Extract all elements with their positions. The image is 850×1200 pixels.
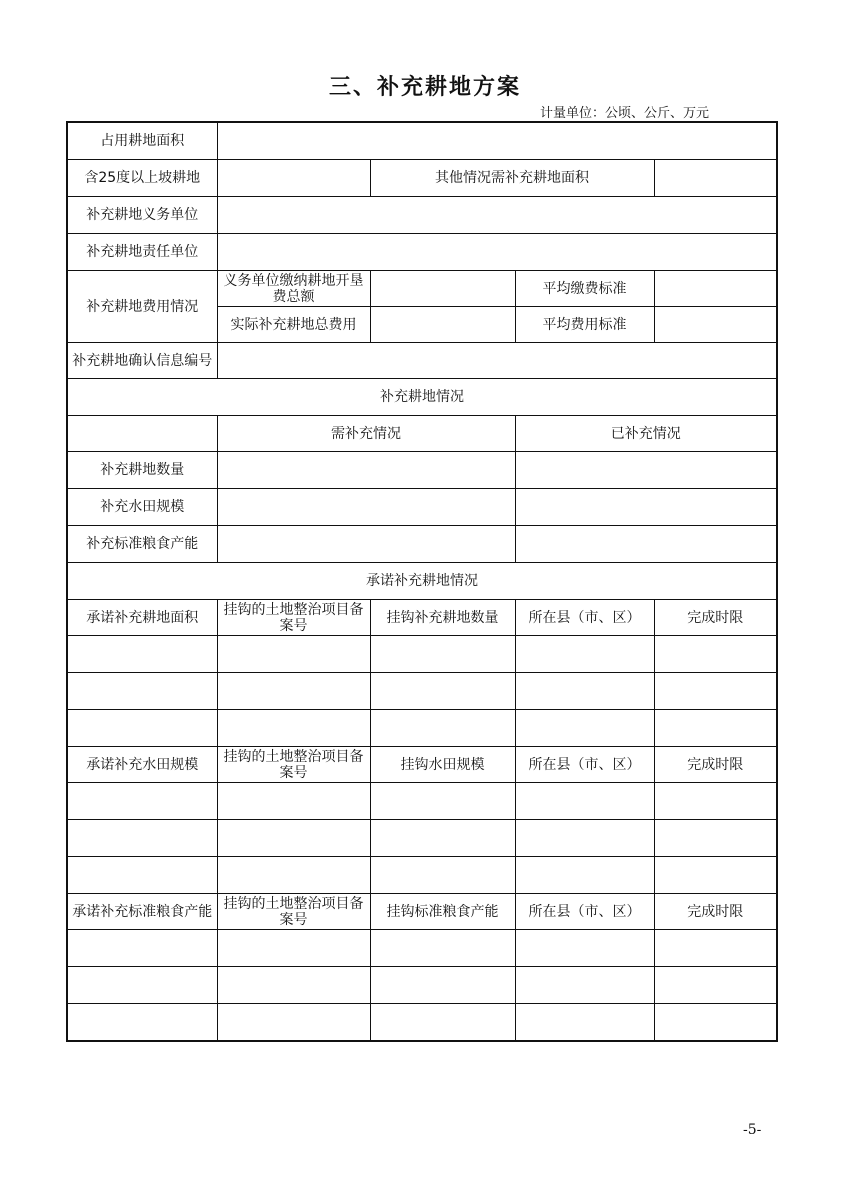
field-actual-total-cost[interactable] [370,307,515,343]
col-header: 挂钩标准粮食产能 [370,894,515,930]
cell[interactable] [654,857,777,894]
cell[interactable] [217,710,370,747]
label-avg-cost-standard: 平均费用标准 [515,307,654,343]
cell[interactable] [515,710,654,747]
col-header: 挂钩水田规模 [370,747,515,783]
table-row [67,160,777,197]
commitment-header-row [67,600,777,636]
cell[interactable] [67,636,217,673]
label-slope25: 含25度以上坡耕地 [67,160,217,197]
page-number: -5- [743,1122,762,1138]
cell[interactable] [217,673,370,710]
cell[interactable] [370,710,515,747]
section-header-row [67,563,777,600]
cell[interactable] [67,967,217,1004]
cell[interactable] [370,820,515,857]
col-header-done: 已补充情况 [515,416,777,452]
table-row [67,1004,777,1042]
cell[interactable] [217,820,370,857]
table-row [67,122,777,160]
cell[interactable] [515,783,654,820]
col-header: 承诺补充水田规模 [67,747,217,783]
label-actual-total-cost: 实际补充耕地总费用 [217,307,370,343]
field-quantity-need[interactable] [217,452,515,489]
section-title-commitment: 承诺补充耕地情况 [67,563,777,600]
cell[interactable] [67,820,217,857]
col-header: 所在县（市、区） [515,894,654,930]
section-title-supplement: 补充耕地情况 [67,379,777,416]
field-other-area[interactable] [654,160,777,197]
commitment-header-row [67,747,777,783]
table-row [67,271,777,307]
unit-label: 计量单位：公顷、公斤、万元 [540,106,710,121]
section-header-row [67,379,777,416]
cell[interactable] [654,967,777,1004]
cell[interactable] [217,1004,370,1042]
label-responsible-unit: 补充耕地责任单位 [67,234,217,271]
col-header: 所在县（市、区） [515,747,654,783]
table-row [67,234,777,271]
field-paddy-need[interactable] [217,489,515,526]
field-quantity-done[interactable] [515,452,777,489]
field-fee-total[interactable] [370,271,515,307]
table-row [67,783,777,820]
row-label-quantity: 补充耕地数量 [67,452,217,489]
table-row [67,857,777,894]
page-title: 三、补充耕地方案 [328,75,521,100]
cell[interactable] [515,673,654,710]
cell[interactable] [515,1004,654,1042]
cell[interactable] [515,930,654,967]
col-header: 完成时限 [654,600,777,636]
col-header: 挂钩的土地整治项目备案号 [217,600,370,636]
cell[interactable] [67,710,217,747]
table-row [67,820,777,857]
label-cost-situation: 补充耕地费用情况 [67,271,217,343]
commitment-header-row [67,894,777,930]
cell[interactable] [515,820,654,857]
field-confirm-info-no[interactable] [217,343,777,379]
cell[interactable] [370,673,515,710]
table-row [67,710,777,747]
col-header: 挂钩的土地整治项目备案号 [217,894,370,930]
col-header: 承诺补充标准粮食产能 [67,894,217,930]
cell[interactable] [217,930,370,967]
field-grain-need[interactable] [217,526,515,563]
cell[interactable] [217,967,370,1004]
field-grain-done[interactable] [515,526,777,563]
table-row [67,197,777,234]
cell[interactable] [370,967,515,1004]
label-other-area: 其他情况需补充耕地面积 [370,160,654,197]
cell[interactable] [515,636,654,673]
cell[interactable] [67,673,217,710]
label-obligation-unit: 补充耕地义务单位 [67,197,217,234]
label-fee-total: 义务单位缴纳耕地开垦费总额 [217,271,370,307]
cell[interactable] [515,967,654,1004]
cell[interactable] [654,783,777,820]
cell[interactable] [515,857,654,894]
col-header-need: 需补充情况 [217,416,515,452]
row-label-grain: 补充标准粮食产能 [67,526,217,563]
cell[interactable] [370,857,515,894]
field-occupied-area[interactable] [217,122,777,160]
table-row [67,489,777,526]
label-confirm-info-no: 补充耕地确认信息编号 [67,343,217,379]
label-occupied-area: 占用耕地面积 [67,122,217,160]
col-header: 挂钩的土地整治项目备案号 [217,747,370,783]
table-row [67,967,777,1004]
cell[interactable] [654,710,777,747]
table-row [67,416,777,452]
cell[interactable] [654,930,777,967]
cell[interactable] [67,1004,217,1042]
cell[interactable] [654,820,777,857]
cell[interactable] [370,1004,515,1042]
col-header: 完成时限 [654,747,777,783]
col-header: 挂钩补充耕地数量 [370,600,515,636]
field-responsible-unit[interactable] [217,234,777,271]
field-avg-cost-standard[interactable] [654,307,777,343]
table-row [67,673,777,710]
cell[interactable] [67,857,217,894]
table-row [67,930,777,967]
cell[interactable] [370,783,515,820]
field-avg-fee-standard[interactable] [654,271,777,307]
col-header: 承诺补充耕地面积 [67,600,217,636]
col-header: 完成时限 [654,894,777,930]
cell[interactable] [217,783,370,820]
col-header: 所在县（市、区） [515,600,654,636]
table-row [67,452,777,489]
cell[interactable] [654,673,777,710]
cell[interactable] [217,636,370,673]
table-row [67,526,777,563]
table-row [67,636,777,673]
field-obligation-unit[interactable] [217,197,777,234]
label-avg-fee-standard: 平均缴费标准 [515,271,654,307]
supplement-plan-table [66,121,778,1042]
field-slope25[interactable] [217,160,370,197]
row-label-paddy: 补充水田规模 [67,489,217,526]
cell[interactable] [654,1004,777,1042]
blank-header-cell [67,416,217,452]
cell[interactable] [370,636,515,673]
cell[interactable] [654,636,777,673]
cell[interactable] [67,930,217,967]
cell[interactable] [370,930,515,967]
table-row [67,343,777,379]
field-paddy-done[interactable] [515,489,777,526]
cell[interactable] [67,783,217,820]
cell[interactable] [217,857,370,894]
